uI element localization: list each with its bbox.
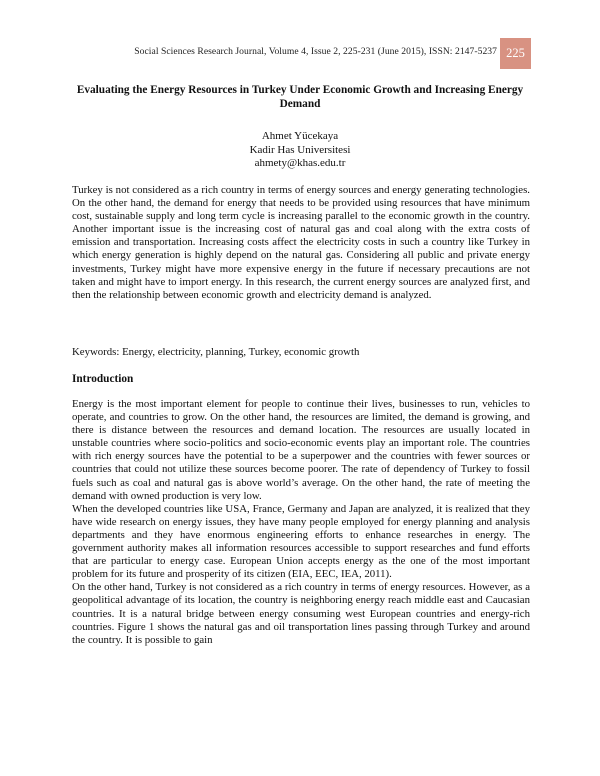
author-affiliation: Kadir Has Universitesi <box>249 143 351 156</box>
introduction-body <box>72 398 530 647</box>
author-email[interactable]: ahmety@khas.edu.tr <box>254 157 346 169</box>
abstract: Turkey is not considered as a rich country in terms of energy sources and energy generating technologies. On the other hand, the demand for energy that needs to be provided using resources that have minimum cost, sustainable supply and long term cycle is increasing parallel to the economic growth in the country. Another important issue is the increasing cost of natural gas and coal along with the extra costs of emission and transportation. Increasing costs affect the electricity costs in such a country like Turkey in which energy generation is highly depend on the natural gas. Considering all public and private energy investments, Turkey might have more expensive energy in the future if necessary precautions are not taken and might have to import energy. In this research, the current energy sources are analyzed first, and then the relationship between economic growth and electricity demand is analyzed. <box>72 184 530 301</box>
page-number-badge: 225 <box>500 38 531 69</box>
section-heading-introduction: Introduction <box>72 373 134 385</box>
keywords: Keywords: Energy, electricity, planning, Turkey, economic growth <box>72 346 360 358</box>
intro-paragraph-3: On the other hand, Turkey is not considered as a rich country in terms of energy resources. However, as a geopolitical advantage of its location, the country is neighboring energy reach middle east and Caucasian countries. It is a natural bridge between energy consuming west European countries and energy-rich countries. Figure 1 shows the natural gas and oil transportation lines passing through Turkey and around the country. It is possible to gain <box>72 581 530 646</box>
paper-title: Evaluating the Energy Resources in Turkey Under Economic Growth and Increasing Energy Demand <box>76 84 524 110</box>
author-block <box>0 130 600 171</box>
intro-paragraph-1: Energy is the most important element for people to continue their lives, businesses to run, vehicles to operate, and countries to grow. On the other hand, the resources are limited, the demand is growing, and there is distance between the resources and demand location. The resources are usually located in unstable countries where socio-politics and socio-economic events play an important role. The countries with rich energy sources have the potential to be a superpower and the countries with fewer sources or countries that could not utilize these sources become poorer. The rate of dependency of Turkey to fossil fuels such as coal and natural gas is above world’s average. On the other hand, the rate of meeting the demand with owned production is very low. <box>72 398 530 502</box>
intro-paragraph-2: When the developed countries like USA, France, Germany and Japan are analyzed, it is realized that they have wide research on energy issues, they have many people employed for energy planning and analysis departments and they have enormous engineering efforts to enhance researches in energy. The government authority makes all information resources accessible to support researches and fund efforts that are particular to energy case. European Union accepts energy as the one of the most important problem for its future and prosperity of its citizen (EIA, EEC, IEA, 2011). <box>72 502 530 581</box>
author-name: Ahmet Yücekaya <box>261 130 339 142</box>
running-header: Social Sciences Research Journal, Volume 4, Issue 2, 225-231 (June 2015), ISSN: 2147-5237 <box>134 46 497 57</box>
